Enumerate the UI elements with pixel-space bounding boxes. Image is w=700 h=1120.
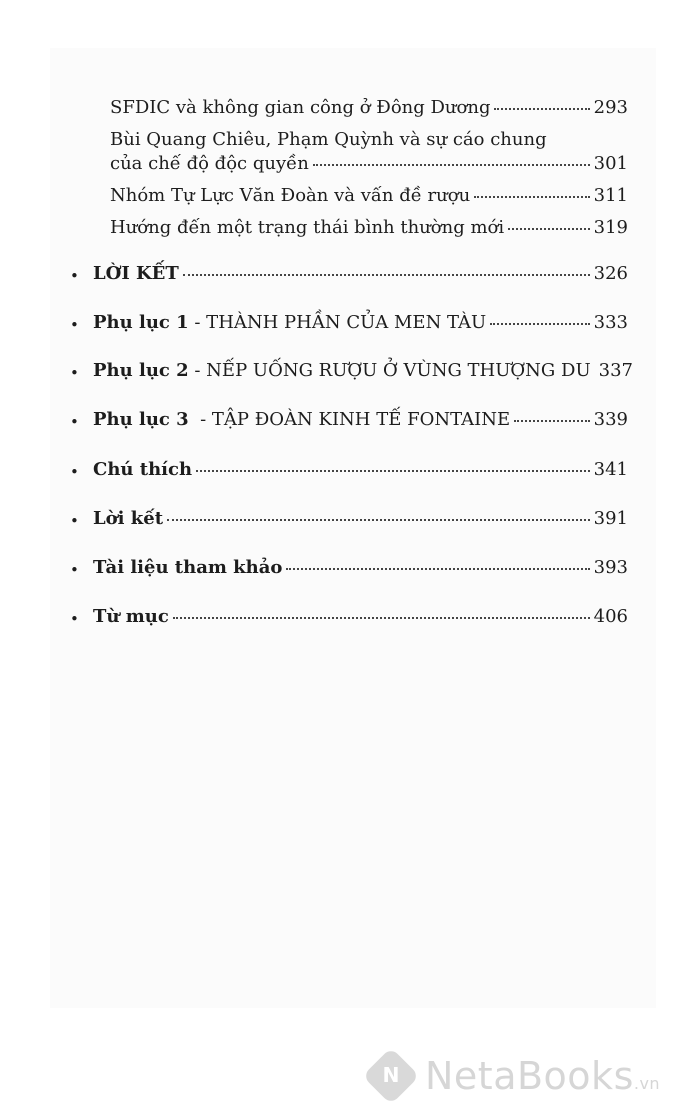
dot-leader [313, 163, 590, 166]
watermark-brand: NetaBooks [425, 1054, 634, 1098]
toc-entry-loi-ket [93, 508, 628, 530]
toc-entry-title: - THÀNH PHẦN CỦA MEN TÀU [188, 312, 487, 333]
toc-page-number: 339 [593, 409, 628, 430]
dot-leader [183, 273, 590, 276]
toc-entry-title: SFDIC và không gian công ở Đông Dương [110, 97, 491, 118]
netabooks-logo-icon: N [362, 1047, 419, 1104]
toc-page-number: 319 [593, 217, 628, 238]
dot-leader [167, 518, 590, 521]
toc-entry-phu-luc-2 [93, 360, 633, 382]
toc-page-number: 326 [593, 263, 628, 284]
bullet-icon: • [70, 316, 79, 334]
toc-entry-title: Nhóm Tự Lực Văn Đoàn và vấn đề rượu [110, 185, 471, 206]
toc-entry-trang-thai-moi [110, 217, 628, 239]
toc-entry-tu-luc-van-doan [110, 185, 628, 207]
toc-entry-label: Chú thích [93, 459, 193, 480]
dot-leader [474, 195, 589, 198]
toc-page-number: 406 [593, 606, 628, 627]
toc-entry-sfdic [110, 97, 628, 119]
toc-entry-title: - NẾP UỐNG RƯỢU Ở VÙNG THƯỢNG DU [188, 360, 591, 381]
toc-page-number: 301 [593, 153, 628, 174]
toc-entry-phu-luc-3 [93, 409, 628, 431]
toc-entry-title: của chế độ độc quyền [110, 153, 309, 174]
bullet-icon: • [70, 561, 79, 579]
toc-entry-chu-thich [93, 459, 628, 481]
toc-entry-title: Hướng đến một trạng thái bình thường mới [110, 217, 505, 238]
toc-entry-tai-lieu-tham-khao [93, 557, 628, 579]
toc-entry-phu-luc-1 [93, 312, 628, 334]
toc-entry-title-line1: Bùi Quang Chiêu, Phạm Quỳnh và sự cáo chung [110, 129, 547, 150]
toc-entry-label: Tài liệu tham khảo [93, 557, 283, 578]
toc-entry-label: Lời kết [93, 508, 164, 529]
toc-page-number: 393 [593, 557, 628, 578]
dot-leader [196, 469, 590, 472]
dot-leader [514, 419, 590, 422]
toc-page-number: 333 [593, 312, 628, 333]
toc-page-number: 311 [593, 185, 628, 206]
dot-leader [508, 227, 590, 230]
watermark-suffix: .vn [633, 1074, 661, 1093]
toc-entry-label: Phụ lục 1 [93, 312, 189, 333]
netabooks-watermark [365, 1046, 685, 1106]
bullet-icon: • [70, 267, 79, 285]
bullet-icon: • [70, 610, 79, 628]
toc-entry-label: Phụ lục 3 [93, 409, 189, 430]
dot-leader [490, 322, 589, 325]
toc-entry-label: Từ mục [93, 606, 169, 627]
bullet-icon: • [70, 413, 79, 431]
toc-page-number: 337 [598, 360, 633, 381]
toc-entry-label: Phụ lục 2 [93, 360, 189, 381]
toc-page-number: 341 [593, 459, 628, 480]
bullet-icon: • [70, 463, 79, 481]
toc-entry-bui-quang-chieu [110, 153, 628, 175]
toc-entry-title: - TẬP ĐOÀN KINH TẾ FONTAINE [188, 409, 511, 430]
toc-entry-loi-ket-upper [93, 263, 628, 285]
toc-entry-label: LỜI KẾT [93, 263, 179, 284]
bullet-icon: • [70, 512, 79, 530]
dot-leader [286, 567, 589, 570]
toc-page-number: 391 [593, 508, 628, 529]
dot-leader [494, 107, 589, 110]
toc-page-number: 293 [593, 97, 628, 118]
dot-leader [173, 616, 590, 619]
toc-entry-tu-muc [93, 606, 628, 628]
bullet-icon: • [70, 364, 79, 382]
